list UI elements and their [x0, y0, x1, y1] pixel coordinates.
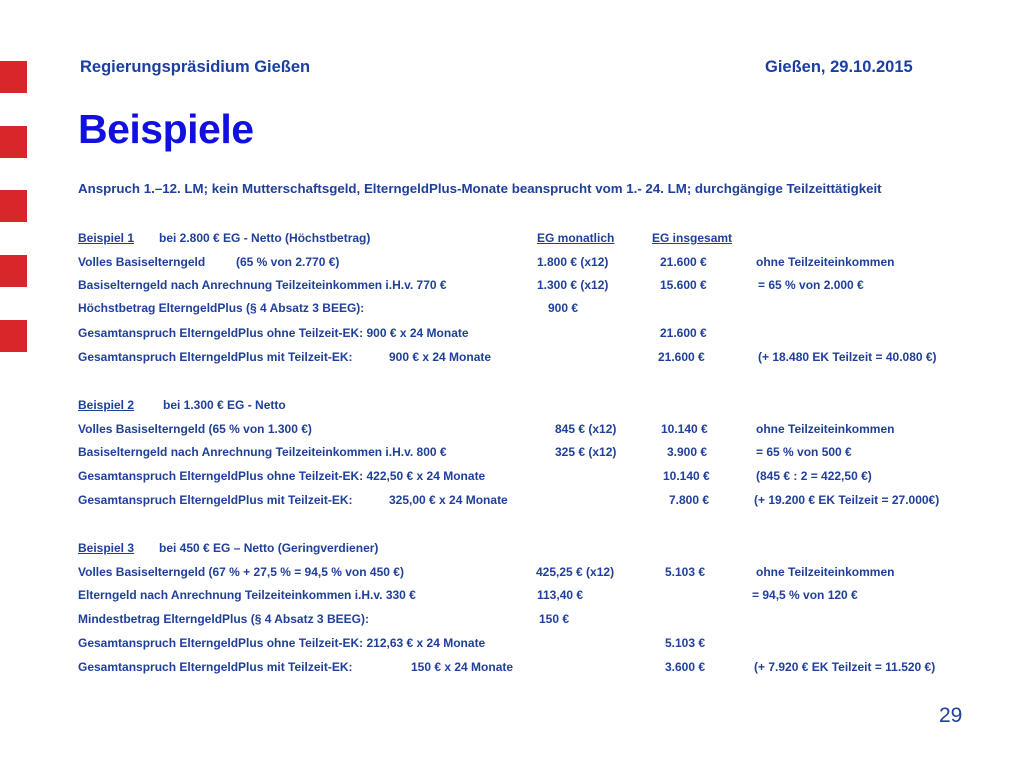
- ex2-r4-remark: (+ 19.200 € EK Teilzeit = 27.000€): [754, 493, 940, 507]
- example-2-desc: bei 1.300 € EG - Netto: [163, 398, 286, 412]
- ex3-r1-monthly: 425,25 € (x12): [536, 565, 615, 579]
- organization-name: Regierungspräsidium Gießen: [80, 58, 311, 76]
- example-1-desc: bei 2.800 € EG - Netto (Höchstbetrag): [159, 231, 371, 245]
- ex2-r3-label: Gesamtanspruch ElterngeldPlus ohne Teilzeit-EK: 422,50 € x 24 Monate: [78, 469, 486, 483]
- ex1-r2-remark: = 65 % von 2.000 €: [758, 278, 864, 292]
- ex3-r4-label: Gesamtanspruch ElterngeldPlus ohne Teilzeit-EK: 212,63 € x 24 Monate: [78, 636, 486, 650]
- ex2-r3-remark: (845 € : 2 = 422,50 €): [756, 469, 872, 483]
- ex1-r2-total: 15.600 €: [660, 278, 707, 292]
- ex3-r2-remark: = 94,5 % von 120 €: [752, 588, 858, 602]
- ex2-r1-monthly: 845 € (x12): [555, 422, 617, 436]
- intro-line: Anspruch 1.–12. LM; kein Mutterschaftsgeld, ElterngeldPlus-Monate beansprucht vom 1.- 24. LM; durchgängige Teilzeittätigkeit: [78, 181, 882, 196]
- ex2-r2-label: Basiselterngeld nach Anrechnung Teilzeiteinkommen i.H.v. 800 €: [78, 445, 447, 459]
- red-bar-2: [0, 126, 27, 158]
- ex1-r1-remark: ohne Teilzeiteinkommen: [756, 255, 895, 269]
- ex2-r4-total: 7.800 €: [669, 493, 710, 507]
- page-number: 29: [939, 704, 963, 727]
- ex3-r4-total: 5.103 €: [665, 636, 706, 650]
- head-total: EG insgesamt: [652, 231, 733, 245]
- ex2-r4-calc: 325,00 € x 24 Monate: [389, 493, 508, 507]
- ex3-r5-total: 3.600 €: [665, 660, 706, 674]
- ex2-r2-remark: = 65 % von 500 €: [756, 445, 852, 459]
- head-monthly: EG monatlich: [537, 231, 615, 245]
- ex1-r3-label: Höchstbetrag ElterngeldPlus (§ 4 Absatz 3 BEEG):: [78, 301, 365, 315]
- red-bar-5: [0, 320, 27, 352]
- ex2-r2-monthly: 325 € (x12): [555, 445, 617, 459]
- ex1-r4-total: 21.600 €: [660, 326, 707, 340]
- place-date: Gießen, 29.10.2015: [765, 58, 913, 76]
- ex3-r1-label: Volles Basiselterngeld (67 % + 27,5 % = 94,5 % von 450 €): [78, 565, 404, 579]
- ex3-r5-remark: (+ 7.920 € EK Teilzeit = 11.520 €): [754, 660, 936, 674]
- example-2-label: Beispiel 2: [78, 398, 135, 412]
- ex1-r1-monthly: 1.800 € (x12): [537, 255, 609, 269]
- ex3-r5-calc: 150 € x 24 Monate: [411, 660, 514, 674]
- ex2-r4-label: Gesamtanspruch ElterngeldPlus mit Teilzeit-EK:: [78, 493, 353, 507]
- red-bar-3: [0, 190, 27, 222]
- ex1-r5-remark: (+ 18.480 EK Teilzeit = 40.080 €): [758, 350, 937, 364]
- ex3-r2-label: Elterngeld nach Anrechnung Teilzeiteinkommen i.H.v. 330 €: [78, 588, 416, 602]
- example-3-desc: bei 450 € EG – Netto (Geringverdiener): [159, 541, 379, 555]
- ex1-r5-calc: 900 € x 24 Monate: [389, 350, 492, 364]
- ex2-r1-total: 10.140 €: [661, 422, 708, 436]
- ex1-r3-monthly: 900 €: [548, 301, 579, 315]
- example-3-label: Beispiel 3: [78, 541, 135, 555]
- red-bar-4: [0, 255, 27, 287]
- ex1-r1-note: (65 % von 2.770 €): [236, 255, 340, 269]
- ex3-r3-monthly: 150 €: [539, 612, 570, 626]
- ex3-r3-label: Mindestbetrag ElterngeldPlus (§ 4 Absatz 3 BEEG):: [78, 612, 369, 626]
- ex3-r2-monthly: 113,40 €: [537, 588, 584, 602]
- red-bar-1: [0, 61, 27, 93]
- ex1-r1-label: Volles Basiselterngeld: [78, 255, 206, 269]
- ex2-r3-total: 10.140 €: [663, 469, 710, 483]
- ex1-r5-label: Gesamtanspruch ElterngeldPlus mit Teilzeit-EK:: [78, 350, 353, 364]
- example-1-label: Beispiel 1: [78, 231, 135, 245]
- ex2-r1-remark: ohne Teilzeiteinkommen: [756, 422, 895, 436]
- ex2-r1-label: Volles Basiselterngeld (65 % von 1.300 €): [78, 422, 312, 436]
- ex1-r2-label: Basiselterngeld nach Anrechnung Teilzeiteinkommen i.H.v. 770 €: [78, 278, 447, 292]
- ex3-r5-label: Gesamtanspruch ElterngeldPlus mit Teilzeit-EK:: [78, 660, 353, 674]
- ex1-r2-monthly: 1.300 € (x12): [537, 278, 609, 292]
- page-title: Beispiele: [78, 106, 254, 152]
- ex1-r4-label: Gesamtanspruch ElterngeldPlus ohne Teilzeit-EK: 900 € x 24 Monate: [78, 326, 469, 340]
- ex3-r1-remark: ohne Teilzeiteinkommen: [756, 565, 895, 579]
- ex1-r5-total: 21.600 €: [658, 350, 705, 364]
- ex2-r2-total: 3.900 €: [667, 445, 708, 459]
- ex3-r1-total: 5.103 €: [665, 565, 706, 579]
- ex1-r1-total: 21.600 €: [660, 255, 707, 269]
